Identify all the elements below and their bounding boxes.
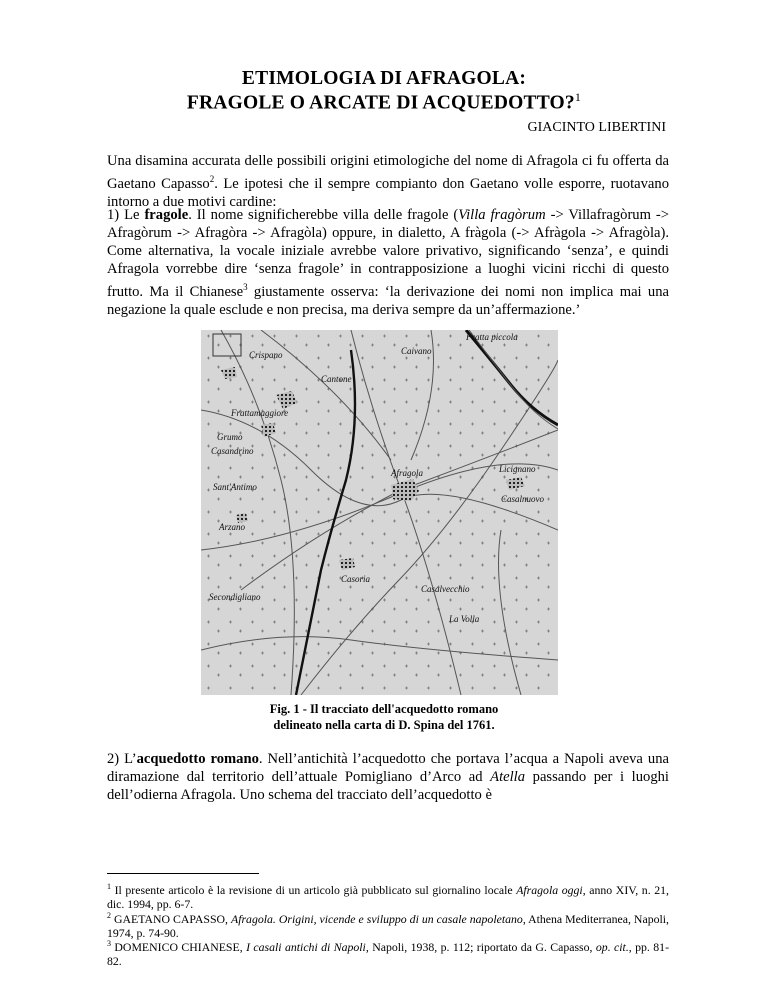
- item2-italic: Atella: [490, 769, 526, 785]
- footnote-1-text: Il presente articolo è la revisione di un articolo già pubblicato sul giornalino locale: [111, 882, 517, 897]
- footnote-1-number: 1: [107, 882, 111, 891]
- footnote-3-number: 3: [107, 939, 111, 948]
- footnote-3-italic-2: op. cit.: [595, 939, 629, 954]
- map-label: Frattamaggiore: [231, 408, 289, 418]
- map-label: Arzano: [219, 522, 246, 532]
- item2-term: acquedotto romano: [136, 751, 259, 767]
- map-drawing: [201, 330, 558, 695]
- footnote-3-text-cont: , Napoli, 1938, p. 112; riportato da G. Capasso,: [365, 939, 596, 954]
- footnote-2-number: 2: [107, 911, 111, 920]
- author-name: GIACINTO LIBERTINI: [527, 120, 666, 135]
- footnote-1: [107, 880, 669, 911]
- map-label: Secondigliano: [209, 592, 261, 602]
- item1-text-end: giustamente osserva: ‘la derivazione dei nomi non implica mai una negazione la quale esclude e non precisa, ma deriva sempre da un’affermazione.’: [107, 283, 669, 318]
- map-label: Casalvecchio: [421, 584, 470, 594]
- map-label: Grumo: [217, 432, 243, 442]
- map-label: Sant'Antimo: [213, 482, 257, 492]
- map-label: Caivano: [401, 346, 432, 356]
- footnote-3-text: DOMENICO CHIANESE,: [111, 939, 247, 954]
- item1-text: . Il nome significherebbe villa delle fragole (: [188, 207, 459, 223]
- item1-term: fragole: [144, 207, 189, 223]
- item1-text-cont: -> Villafragòrum -> Afragòrum -> Afragòra -> Afragòla) oppure, in dialetto, A fràgola (-> Afràgola -> Afragòla). Come alternativa, la vocale iniziale avrebbe valore privativo, significando ‘senza’, e quindi Afragola vorrebbe dire ‘senza fragole’ in contrapposizione a luoghi vicini ricchi di questo frutto. Ma il Chianese: [107, 207, 669, 300]
- map-label: Casalnuovo: [501, 494, 545, 504]
- item2-text: . Nell’antichità l’acquedotto che portava l’acqua a Napoli aveva una diramazione dal territorio dell’attuale Pomigliano d’Arco ad: [107, 751, 669, 785]
- map-label: Casoria: [341, 574, 371, 584]
- footnote-2-text-cont: , Athena Mediterranea, Napoli, 1974, p. 74-90.: [107, 911, 669, 940]
- map-label: Afragola: [391, 468, 424, 478]
- figure-caption-1: Fig. 1 - Il tracciato dell'acquedotto romano: [269, 702, 499, 716]
- item1-italic: Villa fragòrum: [458, 207, 546, 223]
- map-label: Cantone: [321, 374, 352, 384]
- item2-text-cont: passando per i luoghi dell’odierna Afragola. Uno schema del tracciato dell’acquedotto è: [107, 769, 669, 803]
- footnote-3: [107, 937, 669, 968]
- map-label: Fratta piccola: [466, 332, 518, 342]
- footnote-1-text-cont: , anno XIV, n. 21, dic. 1994, pp. 6-7.: [107, 882, 669, 911]
- footnote-ref-1[interactable]: 1: [574, 90, 582, 104]
- intro-text-cont: . Le ipotesi che il sempre compianto don Gaetano volle esporre, ruotavano intorno a due motivi cardine:: [107, 175, 669, 210]
- footnote-3-text-end: , pp. 81-82.: [107, 939, 670, 968]
- title-line-1: [0, 68, 768, 90]
- item-acquedotto: [107, 750, 669, 804]
- footnote-3-italic: I casali antichi di Napoli: [246, 939, 366, 954]
- item1-number: 1) Le: [107, 207, 145, 223]
- footnote-ref-2[interactable]: 2: [209, 174, 215, 184]
- item2-number: 2) L’: [107, 751, 137, 767]
- footnote-2: [107, 909, 669, 940]
- title-line-2: [0, 90, 768, 115]
- map-label: La Volla: [449, 614, 480, 624]
- map-label: Licignano: [499, 464, 536, 474]
- title-text-2: FRAGOLE O ARCATE DI ACQUEDOTTO?: [186, 92, 575, 114]
- figure-caption-2: delineato nella carta di D. Spina del 1761.: [273, 718, 495, 732]
- footnote-ref-3[interactable]: 3: [243, 282, 248, 292]
- footnote-2-italic: Afragola. Origini, vicende e sviluppo di un casale napoletano: [230, 911, 523, 926]
- map-label: Casandrino: [211, 446, 254, 456]
- item-fragole: [107, 206, 669, 319]
- footnote-2-text: GAETANO CAPASSO,: [111, 911, 231, 926]
- map-label: Crispano: [249, 350, 283, 360]
- intro-text: Una disamina accurata delle possibili origini etimologiche del nome di Afragola ci fu offerta da Gaetano Capasso: [107, 153, 669, 192]
- footnote-1-italic: Afragola oggi: [516, 882, 583, 897]
- map-figure: [201, 330, 558, 695]
- footnote-divider: [107, 873, 259, 874]
- title-text-1: ETIMOLOGIA DI AFRAGOLA:: [241, 68, 527, 89]
- intro-paragraph: [107, 152, 669, 211]
